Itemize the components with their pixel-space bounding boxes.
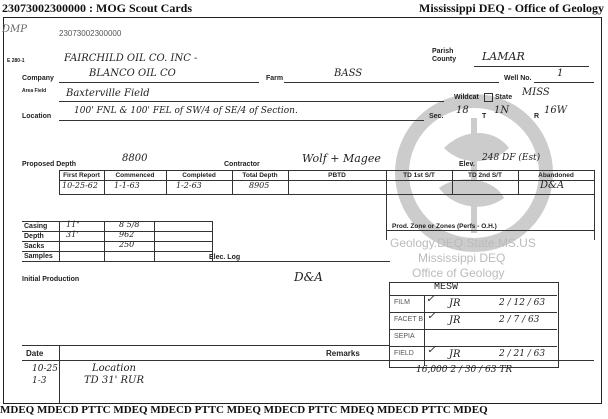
contractor-value: Wolf + Magee xyxy=(302,152,381,165)
casing-label: Casing xyxy=(24,223,48,230)
watermark-line3: Office of Geology xyxy=(412,266,505,280)
tv-completed: 1-2-63 xyxy=(176,181,202,190)
th-td-1st: TD 1st S/T xyxy=(403,172,435,179)
contractor-label: Contractor xyxy=(224,161,260,168)
state-value: MISS xyxy=(522,87,550,98)
wildcat-checkbox xyxy=(484,93,493,102)
elec-log-label: Elec. Log xyxy=(209,254,241,261)
elev-label: Elev. xyxy=(459,161,475,168)
well-no-value: 1 xyxy=(557,68,564,79)
farm-label: Farm xyxy=(266,75,284,82)
th-completed: Completed xyxy=(182,172,216,179)
operator-name: FAIRCHILD OIL CO. INC - xyxy=(64,53,198,64)
proposed-depth-value: 8800 xyxy=(122,153,148,164)
prod-zone-label: Prod. Zone or Zones (Perfs - O.H.) xyxy=(392,223,497,230)
field-value: Baxterville Field xyxy=(66,88,150,99)
th-td-2nd: TD 2nd S/T xyxy=(468,172,502,179)
tv-abandoned: D&A xyxy=(540,180,565,191)
sacks-label: Sacks xyxy=(24,243,45,250)
th-total-depth: Total Depth xyxy=(242,172,278,179)
card-id-stamp: 23073002300000 xyxy=(59,29,122,38)
tv-commenced: 1-1-63 xyxy=(114,181,140,190)
corner-stamp: DMP xyxy=(2,24,27,35)
tv-first-report: 10-25-62 xyxy=(62,181,98,190)
company-label: Company xyxy=(22,75,54,82)
r-label: R xyxy=(534,113,540,120)
remarks-right-note: 16,000 2 / 30 / 63 TR xyxy=(416,365,513,375)
r-value: 16W xyxy=(544,105,568,116)
header-title: 23073002300000 : MOG Scout Cards xyxy=(2,1,192,15)
casing-1: 11" xyxy=(66,220,80,229)
page-header xyxy=(0,0,608,17)
location-value: 100' FNL & 100' FEL of SW/4 of SE/4 of Section. xyxy=(74,106,298,116)
t-label: T xyxy=(482,113,487,120)
farm-value: BASS xyxy=(334,68,363,79)
tv-total-depth: 8905 xyxy=(249,181,270,190)
watermark-line2: Mississippi DEQ xyxy=(418,251,506,265)
scout-card: 23073002300000 DMP E 280-1 FAIRCHILD OIL CO. INC - Parish County LAMAR Company BLANCO OIL CO Farm BASS Well No. 1 Area Field Baxterville Field Wildcat State MISS Location 100' FNL & 100' FEL of SW/4 of SE/4 of Section. Sec. 18 T 1N R 16W Proposed Depth 8800 Contractor Wolf + Magee Elev. 248 DF (Est) First Report Commenced Completed Total Depth PBTD TD 1st S/T TD 2nd S/T Abandoned 10-25-62 1-1-63 1-2-63 8905 D&A Casing Depth Sacks Samples 11" 8 5/8 31' 962 250 Elec. Log Prod. Zone or Zones (Perfs - O.H.) Initial Production D&A MESW FILM ✓ JR 2 / 12 / 63 FACET B ✓ JR 2 / 7 / 63 SEPIA FIELD ✓ JR 2 / 21 / 63 Date Remarks 10-25 Location 1-3 TD 31' RUR 16,000 2 / 30 / 63 TR xyxy=(3,17,602,404)
th-abandoned: Abandoned xyxy=(538,172,574,179)
location-label: Location xyxy=(22,113,52,120)
th-pbtd: PBTD xyxy=(328,172,346,179)
depth-2: 962 xyxy=(119,230,135,239)
mesw-stamp: MESW xyxy=(434,282,459,293)
samples-label: Samples xyxy=(24,253,53,260)
th-commenced: Commenced xyxy=(115,172,155,179)
elev-value: 248 DF (Est) xyxy=(482,153,541,163)
th-first-report: First Report xyxy=(63,172,100,179)
initial-production-value: D&A xyxy=(294,270,323,284)
header-agency: Mississippi DEQ - Office of Geology xyxy=(419,1,604,15)
depth-1: 31' xyxy=(66,230,79,239)
footer-band: MDEQ MDECD PTTC MDEQ MDECD PTTC MDEQ MDECD PTTC MDEQ MDECD PTTC MDEQ xyxy=(0,404,488,416)
remarks-label: Remarks xyxy=(326,349,360,358)
company-value: BLANCO OIL CO xyxy=(89,68,176,79)
depth-label: Depth xyxy=(24,233,44,240)
sec-value: 18 xyxy=(456,105,469,116)
state-label: State xyxy=(495,94,513,101)
sec-label: Sec. xyxy=(429,113,444,120)
form-number: E 280-1 xyxy=(7,58,25,64)
t-value: 1N xyxy=(494,105,510,116)
sacks-2: 250 xyxy=(119,240,135,249)
initial-production-label: Initial Production xyxy=(22,276,80,283)
well-no-label: Well No. xyxy=(504,75,532,82)
area-field-label: Area Field xyxy=(22,88,47,94)
parish-county-label: Parish County xyxy=(432,48,457,63)
wildcat-label: Wildcat xyxy=(454,94,479,101)
proposed-depth-label: Proposed Depth xyxy=(22,161,77,168)
casing-2: 8 5/8 xyxy=(119,220,140,229)
county-value: LAMAR xyxy=(482,50,525,63)
date-label: Date xyxy=(26,349,44,358)
watermark-url: Geology.DEQ.State.MS.US xyxy=(390,236,536,250)
